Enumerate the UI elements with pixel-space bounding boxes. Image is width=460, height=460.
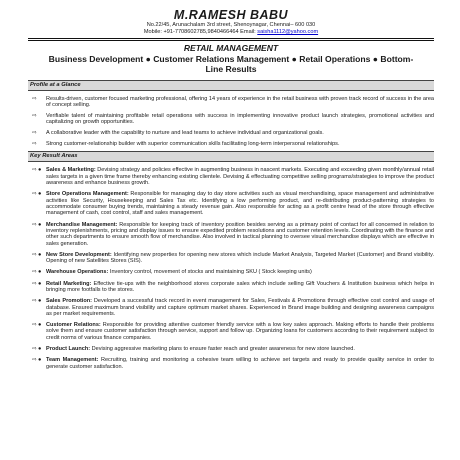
profile-section-title: Profile at a Glance [28, 80, 434, 91]
bullet-icon: ● [38, 346, 42, 353]
bullet-icon: ● [38, 221, 42, 228]
result-item-lead: Team Management: [46, 357, 99, 364]
results-list [28, 167, 434, 370]
result-item-lead: Warehouse Operations: [46, 269, 109, 276]
arrow-icon: ⇨ [32, 95, 37, 102]
result-item [28, 191, 434, 216]
role-title: RETAIL MANAGEMENT [183, 43, 279, 53]
bullet-icon: ● [38, 357, 42, 364]
result-item [28, 281, 434, 294]
result-item-lead: Customer Relations: [46, 322, 101, 329]
address-text: No.22/45, Arunachalam 3rd street, Shenoynagar, Chennai– 600 030 [146, 22, 316, 28]
arrow-icon: ⇨ [32, 141, 37, 148]
result-item [28, 357, 434, 370]
address-line [28, 22, 434, 29]
arrow-icon: ⇨ [32, 221, 37, 228]
result-item-text: Effective tie-ups with the neighborhood stores corporate sales which include selling Gift Vouchers & Institution business which helps in bringing more footfalls to the stores. [46, 280, 434, 293]
bullet-icon: ● [38, 280, 42, 287]
tagline: Business Development ● Customer Relations Management ● Retail Operations ● Bottom-Line Results [48, 54, 414, 74]
result-item-text: Responsible for providing attentive customer friendly service with a low key sales approach. Making efforts to handle their problems solve them and ensure customer satisfaction through service, support and follow up. Organizing loans for customers according to their requirement subject to credit norms of various finance companies. [46, 322, 434, 341]
result-item-text: Responsible for keeping track of inventory position besides serving as a primary point of contact for all concerned in relation to inventory replenishments, pricing and display issues to ensure expedited problem resolutions and customer retention levels. Coordinating with the finance and other such departments to ensure smooth flow of merchandise. Also involved in tactical planning to oversee visual merchandise displays which are effective in sales generation. [46, 221, 434, 247]
profile-item-text: Results-driven, customer focused marketing professional, offering 14 years of experience in the retail business with proven track record of success in the area of concept selling. [46, 95, 434, 108]
arrow-icon: ⇨ [32, 280, 37, 287]
result-item [28, 222, 434, 247]
arrow-icon: ⇨ [32, 251, 37, 258]
arrow-icon: ⇨ [32, 112, 37, 119]
profile-item-text: A collaborative leader with the capability to nurture and lead teams to achieve individual and organizational goals. [46, 130, 324, 137]
result-item-lead: Store Operations Management: [46, 191, 129, 198]
resume-page [28, 8, 434, 454]
result-item-lead: Product Launch: [46, 346, 91, 353]
result-item-text: Devising strategy and policies effective in augmenting business in nascent markets. Executing and exceeding given monthly/annual retail sales targets in a given time frame thereby enhancing existing clientele. Devising & effectuating competitive selling programs/strategies to improve the product awareness and enhance business growth. [46, 167, 434, 187]
result-item-lead: New Store Development: [46, 251, 112, 258]
result-item-text: Identifying new properties for opening new stores which include Market Analysis, Targeted Market (Customer) and Brand visibility. Opening of new Satellites Stores (SIS). [46, 251, 434, 265]
result-item-lead: Sales Promotion: [46, 298, 92, 305]
result-item [28, 167, 434, 186]
email-label: Email: [240, 29, 256, 35]
bullet-icon: ● [38, 251, 42, 258]
bullet-icon: ● [38, 191, 42, 198]
result-item-lead: Sales & Marketing: [46, 167, 96, 174]
profile-item-text: Strong customer-relationship builder with superior communication skills facilitating long-term interpersonal relationships. [46, 141, 340, 148]
result-item [28, 298, 434, 317]
profile-item [28, 130, 434, 136]
profile-item-text: Verifiable talent of maintaining profitable retail operations with success in implementing innovative product launch strategies, promotional activities and capitalizing on growth opportunities. [46, 112, 434, 126]
email-link[interactable]: saisha1112@yahoo.com [257, 29, 319, 35]
result-item [28, 346, 434, 352]
arrow-icon: ⇨ [32, 298, 37, 305]
result-item [28, 269, 434, 275]
arrow-icon: ⇨ [32, 191, 37, 198]
candidate-name: M.RAMESH BABU [173, 8, 289, 22]
result-item-lead: Retail Marketing: [46, 280, 92, 287]
profile-list [28, 96, 434, 148]
arrow-icon: ⇨ [32, 357, 37, 364]
result-item-text: Devising aggressive marketing plans to ensure faster reach and greater awareness for new store launched. [90, 346, 355, 353]
bullet-icon: ● [38, 322, 42, 329]
arrow-icon: ⇨ [32, 322, 37, 329]
result-item-text: Inventory control, movement of stocks and maintaining SKU ( Stock keeping units) [108, 269, 312, 276]
arrow-icon: ⇨ [32, 130, 37, 137]
arrow-icon: ⇨ [32, 346, 37, 353]
profile-item [28, 141, 434, 147]
arrow-icon: ⇨ [32, 167, 37, 174]
result-item-lead: Merchandise Management: [46, 221, 118, 228]
profile-item [28, 96, 434, 109]
result-item-text: Developed a successful track record in event management for Sales, Festivals & Promotions through effective cost control and usage of database. Ensured maximum brand visibility and capture optimum market shares. Experienced in Brand image building and designing awareness campaigns as per market requirements. [46, 298, 434, 317]
bullet-icon: ● [38, 269, 42, 276]
results-section-title: Key Result Areas [28, 151, 434, 162]
contact-line [28, 29, 434, 36]
result-item [28, 252, 434, 265]
result-item-text: Responsible for managing day to day store activities such as visual merchandising, space management and administrative activities like Security, Housekeeping and Sales Tax etc. Identifying a low performing product, and re-distributing product-patterning strategies to accommodate consumer buying trends, maintaining a steady revenue gain. Also responsible for acting as a profit centre head of the store through effective management of cash, cost control, staff and sales management. [46, 191, 434, 217]
mobile-text: Mobile: +91-7708602785,9840466464 [143, 29, 239, 35]
profile-item [28, 113, 434, 126]
result-item [28, 322, 434, 341]
resume-header [28, 8, 434, 36]
header-divider [28, 38, 434, 39]
bullet-icon: ● [38, 298, 42, 305]
header-divider-thin [28, 40, 434, 41]
bullet-icon: ● [38, 167, 42, 174]
arrow-icon: ⇨ [32, 269, 37, 276]
result-item-text: Recruiting, training and monitoring a cohesive team willing to achieve set targets and ready to provide quality service in order to generate customer satisfaction. [46, 357, 435, 370]
